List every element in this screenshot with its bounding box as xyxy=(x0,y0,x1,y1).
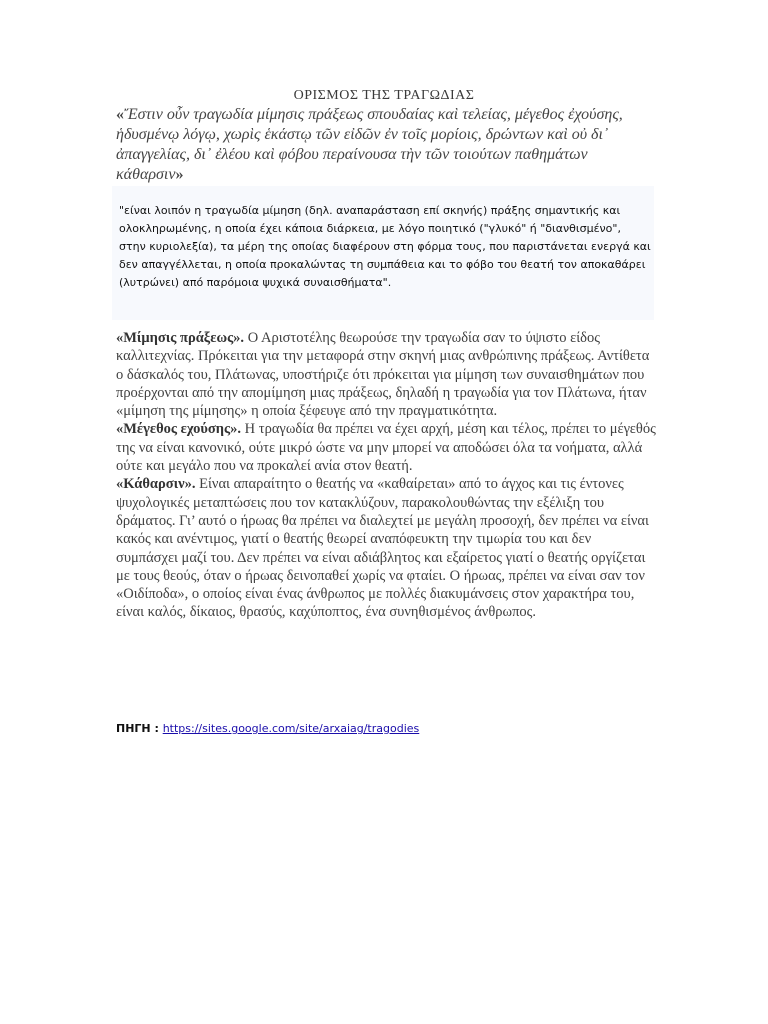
ancient-greek-text: Ἔστιν οὖν τραγωδία μίμησις πράξεως σπουδαίας καὶ τελείας, μέγεθος ἐχούσης, ἡδυσμένῳ λόγῳ, χωρὶς ἑκάστῳ τῶν εἰδῶν ἐν τοῖς μορίοις, δρώντων καὶ οὐ δι᾽ ἀπαγγελίας, δι᾽ ἐλέου καὶ φόβου περαίνουσα τὴν τῶν τοιούτων παθημάτων κάθαρσιν xyxy=(116,106,623,183)
section-heading: «Μίμησις πράξεως». xyxy=(116,330,245,346)
open-quote: « xyxy=(116,106,124,123)
section-megethos xyxy=(116,420,656,475)
section-katharsis xyxy=(116,475,656,621)
source-link[interactable]: https://sites.google.com/site/arxaiag/tragodies xyxy=(162,722,420,735)
explanation-body xyxy=(116,329,656,622)
document-title: ΟΡΙΣΜΟΣ ΤΗΣ ΤΡΑΓΩΔΙΑΣ xyxy=(293,88,475,103)
ancient-greek-definition xyxy=(116,105,656,185)
translation-text: "είναι λοιπόν η τραγωδία μίμηση (δηλ. αναπαράσταση επί σκηνής) πράξης σημαντικής και ολοκληρωμένης, η οποία έχει κάποια διάρκεια, με λόγο ποιητικό ("γλυκό" ή "διανθισμένο", στην κυριολεξία), τα μέρη της οποίας διαφέρουν στη φόρμα τους, που παριστάνεται ενεργά και δεν απαγγέλλεται, η οποία προκαλώντας τη συμπάθεια και το φόβο του θεατή τον αποκαθάρει (λυτρώνει) από παρόμοια ψυχικά συναισθήματα". xyxy=(119,204,651,289)
section-text: Είναι απαραίτητο ο θεατής να «καθαίρεται» από το άγχος και τις έντονες ψυχολογικές μεταπτώσεις που τον κατακλύζουν, παρακολουθώντας την εξέλιξη του δράματος. Γι’ αυτό ο ήρωας θα πρέπει να διαλεχτεί με μεγάλη προσοχή, δεν πρέπει να είναι κακός και ανέντιμος, γιατί ο θεατής θεωρεί αναπόφευκτη την τιμωρία του και δεν συμπάσχει μαζί του. Δεν πρέπει να είναι αδιάβλητος και εξαίρετος γιατί ο θεατής οργίζεται με τους θεούς, όταν ο ήρωας δεινοπαθεί χωρίς να φταίει. Ο ήρωας, πρέπει να είναι σαν τον «Οιδίποδα», ο οποίος είναι ένας άνθρωπος με πολλές διακυμάνσεις στον χαρακτήρα του, είναι καλός, δίκαιος, θρασύς, καχύποπτος, ένα συνηθισμένος άνθρωπος. xyxy=(116,476,649,621)
source-label: ΠΗΓΗ : xyxy=(116,722,163,735)
close-quote: » xyxy=(175,166,184,183)
source-line xyxy=(116,722,419,735)
section-text: Η τραγωδία θα πρέπει να έχει αρχή, μέση και τέλος, πρέπει το μέγεθός της να είναι κανονικό, ούτε μικρό ώστε να μην μπορεί να αποδώσει όλα τα νοήματα, αλλά ούτε και μεγάλο που να προκαλεί ανία στον θεατή. xyxy=(116,421,656,475)
section-mimesis xyxy=(116,329,656,420)
section-heading: «Μέγεθος εχούσης». xyxy=(116,421,242,438)
section-heading: «Κάθαρσιν». xyxy=(116,476,196,493)
translation-box xyxy=(112,186,654,320)
section-text: Ο Αριστοτέλης θεωρούσε την τραγωδία σαν το ύψιστο είδος καλλιτεχνίας. Πρόκειται για την μεταφορά στην σκηνή μιας ανθρώπινης πράξεως. Αντίθετα ο δάσκαλός του, Πλάτωνας, υποστήριζε ότι πρόκειται για μίμηση των συναισθημάτων που προέρχονται από την απομίμηση μιας πράξεως, δηλαδή η τραγωδία για τον Πλάτωνα, ήταν «μίμηση της μίμησης» η οποία ξέφευγε από την πραγματικότητα. xyxy=(116,330,650,420)
